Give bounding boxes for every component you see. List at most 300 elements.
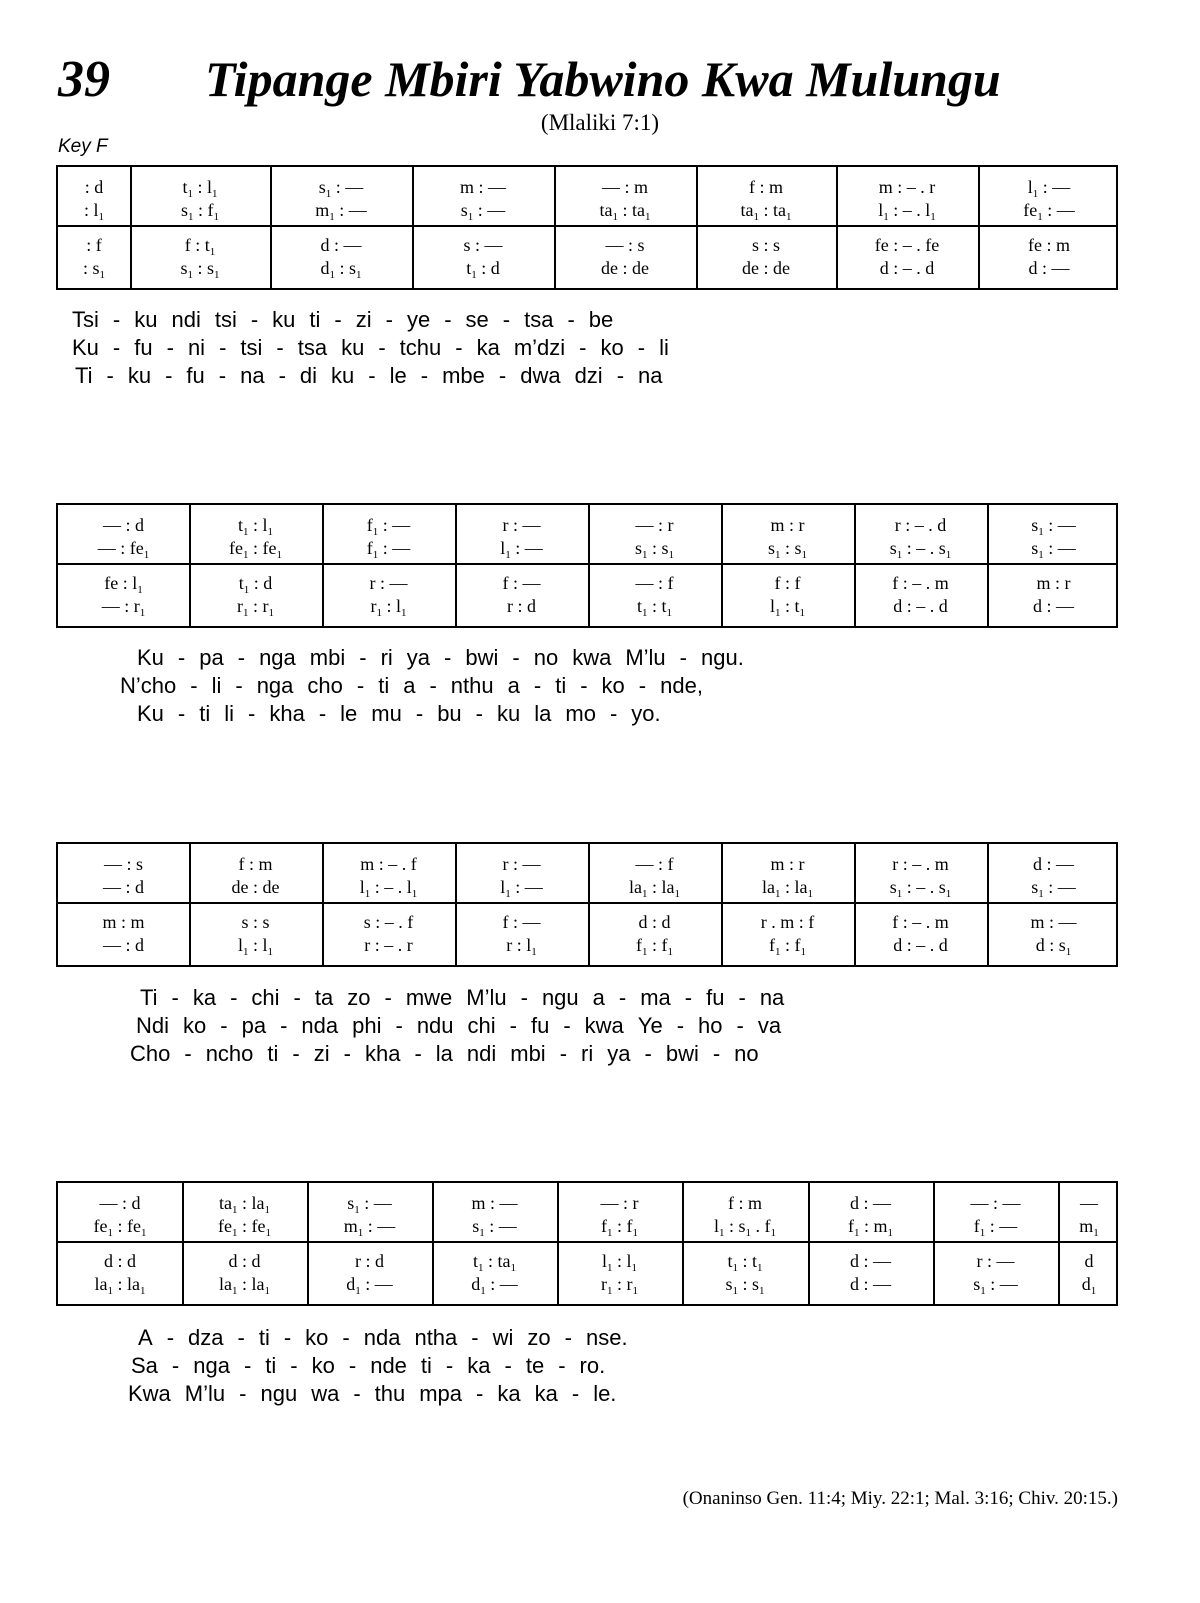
lyric-syllable: ku [134,307,158,332]
lyric-syllable: - [184,1041,192,1066]
note-cell: $l_1$ : $t_1$ [769,596,806,619]
note-cell: d : d [228,1251,261,1271]
lyric-syllable: no [533,645,559,670]
lyric-syllable: - [385,307,393,332]
note-cell: $ta_1$ : $ta_1$ [740,200,792,223]
lyric-syllable: ngu [260,1381,298,1406]
note-cell: — : r [600,1193,639,1213]
lyric-syllable: pa [241,1013,267,1038]
note-cell: $f_1$ : $f_1$ [601,1216,638,1239]
lyric-syllable: ro. [579,1353,606,1378]
lyric-syllable: - [237,645,246,670]
lyric-syllable: - [580,673,588,698]
note-cell: $la_1$ : $la_1$ [629,877,680,900]
note-cell: f : – . m [892,573,949,593]
lyric-syllable: ni [187,335,206,360]
note-cell: $m_1$ [1079,1216,1099,1239]
note-cell: — : f [635,854,674,874]
lyric-syllable: - [276,335,284,360]
lyric-syllable: mbi [309,645,346,670]
note-cell: m : – . r [878,177,936,197]
note-cell: r : $l_1$ [506,935,537,958]
lyric-syllable: ko [311,1353,335,1378]
lyric-syllable: ya [607,1041,631,1066]
note-cell: r : — [976,1251,1015,1271]
lyric-syllable: chi [251,985,280,1010]
note-cell: — : s [605,235,645,255]
lyric-syllable: Ku [72,335,99,360]
lyric-syllable: se [465,307,489,332]
lyric-syllable: bwi [465,645,499,670]
note-cell: d : – . d [893,596,948,616]
lyric-syllable: - [165,363,173,388]
lyric-syllable: - [736,1013,744,1038]
lyric-syllable: - [359,645,367,670]
lyric-syllable: va [757,1013,782,1038]
note-cell: $fe_1$ : $fe_1$ [93,1216,147,1239]
lyric-syllable: - [616,363,625,388]
lyric-syllable: bu [437,701,462,726]
lyric-syllable: - [218,363,227,388]
note-cell: r : – . m [892,854,949,874]
lyric-syllable: ko [183,1013,207,1038]
lyric-syllable: - [378,335,386,360]
lyric-syllable: ku [497,701,521,726]
note-cell: m : r [770,854,805,874]
note-cell: f : — [502,912,541,932]
lyric-syllable: - [502,307,511,332]
lyric-syllable: te [525,1353,545,1378]
lyric-syllable: ku [127,363,152,388]
lyric-syllable: - [230,985,238,1010]
lyric-syllable: cho [307,673,343,698]
lyric-syllable: nthu [450,673,494,698]
note-cell: $la_1$ : $la_1$ [762,877,813,900]
note-cell: $s_1$ : — [1031,877,1076,900]
lyric-syllable: mbi [510,1041,546,1066]
lyric-syllable: ku [341,335,365,360]
note-cell: f : — [502,573,541,593]
lyric-syllable: - [348,1353,357,1378]
lyric-syllable: - [177,701,186,726]
lyric-syllable: Ye [637,1013,663,1038]
lyric-syllable: a [403,673,416,698]
lyric-syllable: - [420,363,429,388]
note-cell: $s_1$ : — [460,200,506,223]
lyric-syllable: - [318,701,327,726]
lyric-syllable: na [759,985,785,1010]
lyric-syllable: - [342,1325,350,1350]
note-cell: $m_1$ : — [343,1216,396,1239]
note-cell: $s_1$ : $s_1$ [634,538,675,561]
lyric-syllable: a [592,985,605,1010]
lyric-syllable: di [299,363,318,388]
lyric-syllable: ti [265,1353,277,1378]
lyric-syllable: Tsi [72,307,99,332]
lyric-syllable: zo [347,985,371,1010]
note-cell: $s_1$ : $s_1$ [725,1274,765,1297]
note-cell: m : — [1030,912,1077,932]
lyric-syllable: M’lu [184,1381,226,1406]
note-cell: $t_1$ : $ta_1$ [472,1251,516,1274]
note-cell: $l_1$ : — [1027,177,1071,200]
note-cell: $s_1$ : $f_1$ [180,200,219,223]
note-cell: m : — [471,1193,518,1213]
note-cell: — : — [970,1193,1021,1213]
note-cell: $f_1$ : — [366,515,411,538]
note-cell: $s_1$ : — [472,1216,517,1239]
lyric-syllable: - [644,1041,652,1066]
note-cell: d : — [849,1274,891,1294]
note-cell: $t_1$ : $t_1$ [727,1251,763,1274]
lyric-syllable: - [368,363,376,388]
lyric-syllable: - [177,645,186,670]
lyric-syllable: ti [267,1041,279,1066]
note-cell: — : d [102,515,144,535]
lyric-syllable: ndi [466,1041,497,1066]
lyric-syllable: dza [188,1325,224,1350]
lyric-syllable: - [343,1041,351,1066]
lyric-line-1 [137,646,758,670]
lyric-syllable: - [498,363,507,388]
lyric-syllable: ngu [541,985,579,1010]
note-cell: r : d [355,1251,384,1271]
note-cell: f : m [238,854,273,874]
note-cell: m : m [102,912,145,932]
note-cell: $f_1$ : $m_1$ [847,1216,893,1239]
lyric-syllable: mwe [405,985,453,1010]
lyric-line-2 [120,674,717,698]
lyric-syllable: Ku [137,645,164,670]
lyric-syllable: ka [476,335,500,360]
lyric-syllable: ti [309,307,321,332]
lyric-syllable: - [676,1013,685,1038]
note-cell: s : s [241,912,270,932]
note-cell: $s_1$ : — [318,177,364,200]
note-cell: f : – . m [892,912,949,932]
lyric-syllable: - [563,1013,571,1038]
note-cell: $s_1$ : — [1031,538,1076,561]
lyric-syllable: - [248,701,256,726]
staff-system-4 [56,1181,1118,1306]
lyric-syllable: - [512,645,520,670]
lyric-syllable: ti [378,673,390,698]
lyric-syllable: ntha [414,1325,458,1350]
lyric-syllable: ndi [171,307,201,332]
note-cell: r : – . r [364,935,413,955]
note-cell: de : de [742,258,790,278]
note-cell: $fe_1$ : — [1023,200,1075,223]
lyric-syllable: - [559,1041,568,1066]
lyric-syllable: li [224,701,235,726]
note-cell: d : – . d [879,258,935,278]
note-cell: s : – . f [363,912,414,932]
lyric-syllable: le [340,701,358,726]
note-cell: — : $r_1$ [101,596,146,619]
note-cell: d : — [320,235,362,255]
note-cell: d : – . d [893,935,948,955]
lyric-syllable: ye [406,307,431,332]
lyric-syllable: - [475,701,483,726]
note-cell: $f_1$ : — [973,1216,1018,1239]
note-cell: f : m [749,177,783,197]
lyric-syllable: ho [698,1013,723,1038]
lyric-syllable: - [237,1325,245,1350]
lyric-syllable: nga [259,645,296,670]
note-cell: $l_1$ : $l_1$ [237,935,274,958]
lyric-syllable: - [414,1041,422,1066]
lyric-syllable: - [220,1013,228,1038]
lyric-syllable: - [520,985,528,1010]
lyric-syllable: nde [370,1353,407,1378]
lyric-syllable: - [356,673,365,698]
note-cell: $s_1$ : $s_1$ [180,258,220,281]
lyric-line-3 [137,702,675,726]
note-cell: — : d [99,1193,141,1213]
lyric-syllable: - [504,1353,512,1378]
lyric-line-1 [138,1326,642,1350]
note-cell: $ta_1$ : $la_1$ [219,1193,270,1216]
lyric-syllable: - [334,307,342,332]
lyric-syllable: Ti [140,985,158,1010]
lyric-syllable: - [280,1013,288,1038]
note-cell: d : d [638,912,671,932]
lyric-syllable: ndu [416,1013,454,1038]
lyric-line-3 [130,1042,773,1066]
note-cell: : d [84,177,104,197]
lyric-syllable: a [507,673,520,698]
note-cell: $ta_1$ : $ta_1$ [599,200,651,223]
note-cell: r : d [507,596,536,616]
lyric-syllable: mo [565,701,596,726]
lyric-syllable: li [659,335,669,360]
lyric-syllable: - [533,673,542,698]
note-cell: $fe_1$ : $fe_1$ [229,538,282,561]
lyric-syllable: - [384,985,392,1010]
lyric-syllable: nda [363,1325,401,1350]
lyric-syllable: nga [193,1353,230,1378]
lyric-syllable: - [455,335,463,360]
lyric-syllable: mbe [442,363,485,388]
footer-references: (Onaninso Gen. 11:4; Miy. 22:1; Mal. 3:16; Chiv. 20:15.) [682,1488,1118,1509]
note-cell: f : f [774,573,801,593]
note-cell: r : — [369,573,408,593]
lyric-syllable: kha [269,701,305,726]
lyric-syllable: pa [199,645,224,670]
lyric-syllable: - [292,1041,300,1066]
note-cell: d : d [103,1251,136,1271]
lyric-syllable: - [293,985,301,1010]
lyric-syllable: - [564,1325,572,1350]
lyric-syllable: nde, [660,673,703,698]
note-cell: $t_1$ : d [238,573,273,596]
lyric-line-1 [72,308,627,332]
part-divider [58,563,1116,565]
lyric-syllable: le [389,363,407,388]
part-divider [58,225,1116,227]
lyric-syllable: tsa [524,307,554,332]
lyric-syllable: ti [555,673,567,698]
note-cell: r : — [502,515,541,535]
note-cell: r : – . d [894,515,947,535]
lyric-syllable: - [712,1041,721,1066]
lyric-syllable: - [190,673,198,698]
lyric-line-1 [140,986,798,1010]
lyric-syllable: thu [374,1381,406,1406]
lyric-syllable: - [609,701,618,726]
lyric-syllable: - [112,335,121,360]
lyric-syllable: - [239,1381,247,1406]
lyric-line-2 [72,336,683,360]
note-cell: $t_1$ : $l_1$ [182,177,218,200]
note-cell: d : — [1028,258,1070,278]
note-cell: $s_1$ : – . $s_1$ [889,877,952,900]
lyric-syllable: kha [364,1041,401,1066]
lyric-syllable: ngu. [700,645,744,670]
lyric-syllable: ya [406,645,431,670]
note-cell: $f_1$ : — [366,538,411,561]
lyric-syllable: - [219,335,227,360]
lyric-syllable: - [444,307,452,332]
note-cell: $s_1$ : — [1031,515,1076,538]
lyric-syllable: - [395,1013,403,1038]
lyric-syllable: - [444,645,452,670]
lyric-syllable: le. [593,1381,617,1406]
lyric-syllable: Ti [75,363,93,388]
lyric-syllable: na [638,363,663,388]
note-cell: m : — [459,177,506,197]
lyric-syllable: - [250,307,259,332]
note-cell: de : de [231,877,280,897]
lyric-syllable: ka [497,1381,521,1406]
note-cell: — : r [635,515,674,535]
lyric-syllable: ko [601,673,625,698]
note-cell: f : $t_1$ [184,235,216,258]
lyric-syllable: - [166,335,174,360]
lyric-syllable: fu [530,1013,550,1038]
note-cell: : f [86,235,102,255]
lyric-syllable: - [618,985,627,1010]
note-cell: fe : m [1028,235,1070,255]
lyric-syllable: Ku [137,701,164,726]
lyric-syllable: nse. [585,1325,628,1350]
note-cell: $t_1$ : $t_1$ [636,596,673,619]
note-cell: $fe_1$ : $fe_1$ [218,1216,271,1239]
lyric-syllable: - [243,1353,252,1378]
note-cell: $s_1$ : $s_1$ [767,538,808,561]
lyric-syllable: tsa [297,335,328,360]
note-cell: $f_1$ : $f_1$ [636,935,673,958]
lyric-syllable: M’lu [625,645,666,670]
note-cell: d : $s_1$ [1035,935,1072,958]
lyric-syllable: ri [380,645,393,670]
note-cell: d [1084,1251,1094,1271]
lyric-syllable: wa [311,1381,340,1406]
note-cell: — : m [601,177,648,197]
lyric-syllable: - [637,335,646,360]
note-cell: $s_1$ : — [347,1193,392,1216]
note-cell: de : de [601,258,649,278]
lyric-syllable: yo. [631,701,661,726]
lyric-syllable: Cho [130,1041,171,1066]
lyric-syllable: fu [706,985,725,1010]
note-cell: $d_1$ : — [346,1274,393,1297]
staff-system-1 [56,165,1118,290]
part-divider [58,1241,1116,1243]
lyric-syllable: ko [600,335,624,360]
lyric-syllable: zi [313,1041,330,1066]
note-cell: $m_1$ : — [315,200,367,223]
lyric-line-2 [136,1014,795,1038]
note-cell: s : — [463,235,503,255]
lyric-syllable: kwa [584,1013,624,1038]
lyric-syllable: nga [256,673,294,698]
note-cell: $d_1$ [1081,1274,1097,1297]
lyric-syllable: ka [192,985,217,1010]
lyric-syllable: - [290,1353,298,1378]
lyric-syllable: Ndi [136,1013,170,1038]
lyric-syllable: - [579,335,587,360]
lyric-syllable: - [684,985,693,1010]
lyric-syllable: - [106,363,114,388]
lyric-syllable: - [738,985,746,1010]
lyric-syllable: ku [272,307,296,332]
note-cell: $l_1$ : – . $l_1$ [878,200,936,223]
lyric-line-3 [128,1382,630,1406]
lyric-syllable: - [445,1353,454,1378]
note-cell: $l_1$ : — [500,877,543,900]
lyric-syllable: Sa [131,1353,158,1378]
lyric-syllable: la [435,1041,453,1066]
note-cell: — [1080,1193,1098,1213]
lyric-syllable: chi [467,1013,496,1038]
note-cell: $s_1$ : – . $s_1$ [889,538,952,561]
lyric-syllable: no [734,1041,759,1066]
note-cell: $t_1$ : $l_1$ [237,515,274,538]
note-cell: $la_1$ : $la_1$ [219,1274,270,1297]
lyric-syllable: N’cho [120,673,177,698]
lyric-syllable: tchu [399,335,442,360]
lyric-syllable: - [235,673,243,698]
note-cell: r . m : f [760,912,815,932]
key-signature: Key F [58,136,108,157]
note-cell: r : — [502,854,541,874]
note-cell: — : d [102,935,144,955]
note-cell: $r_1$ : $r_1$ [237,596,274,619]
lyric-line-2 [131,1354,619,1378]
note-cell: d : — [1032,854,1074,874]
note-cell: fe : – . fe [874,235,940,255]
lyric-syllable: - [171,1353,180,1378]
lyric-syllable: m’dzi [513,335,566,360]
lyric-syllable: - [283,1325,292,1350]
note-cell: m : – . f [360,854,417,874]
lyric-syllable: Kwa [128,1381,171,1406]
note-cell: $l_1$ : $s_1$ . $f_1$ [713,1216,777,1239]
lyric-syllable: - [679,645,687,670]
note-cell: d : — [849,1193,891,1213]
staff-system-2 [56,503,1118,628]
note-cell: : $s_1$ [82,258,105,281]
lyric-syllable: ka [534,1381,558,1406]
hymn-title: Tipange Mbiri Yabwino Kwa Mulungu [205,51,1001,107]
lyric-syllable: A [138,1325,153,1350]
note-cell: $l_1$ : – . $l_1$ [359,877,418,900]
note-cell: $r_1$ : $r_1$ [601,1274,638,1297]
lyric-syllable: - [166,1325,175,1350]
note-cell: — : f [635,573,674,593]
lyric-syllable: ku [331,363,355,388]
